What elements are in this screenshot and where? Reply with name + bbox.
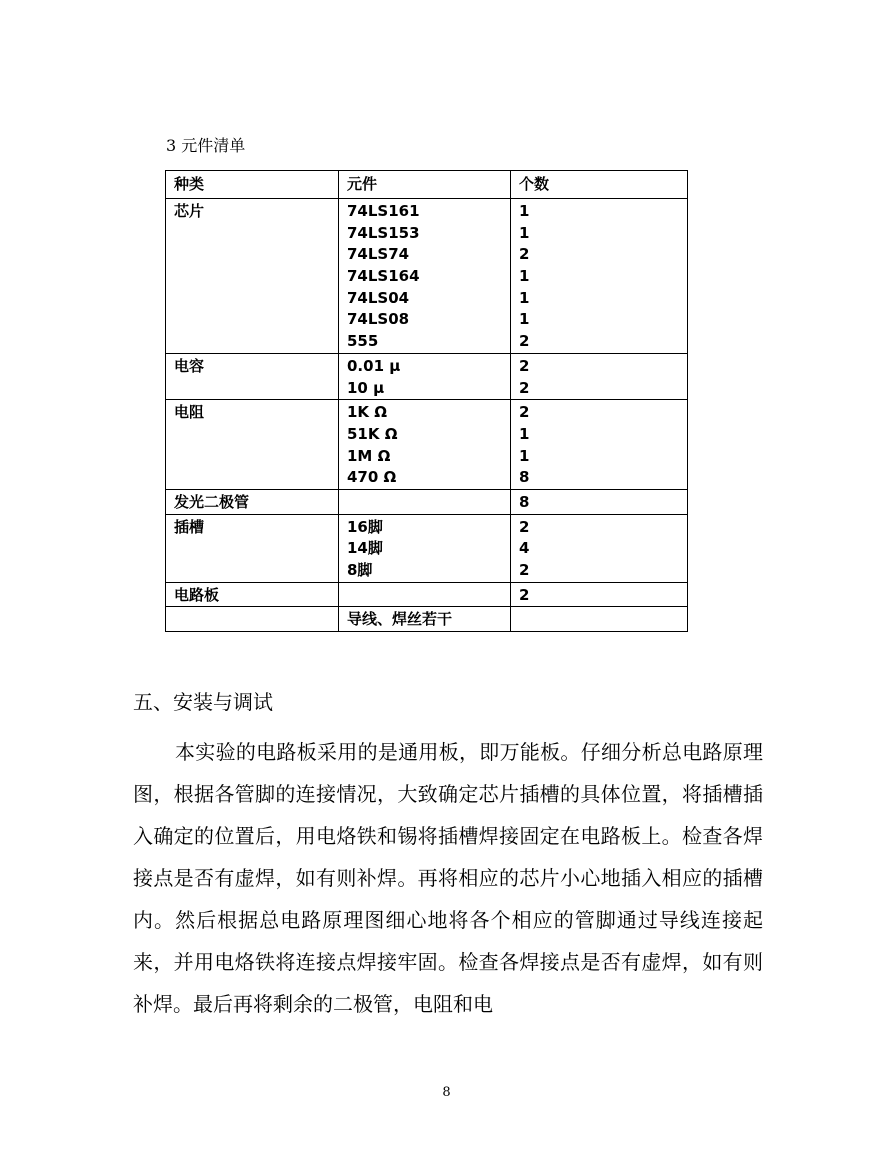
- component-count: [519, 609, 679, 631]
- category-label: 发光二极管: [174, 492, 250, 511]
- header-component: 元件: [339, 171, 511, 199]
- table-body: [166, 199, 688, 632]
- parts-table: [165, 170, 688, 632]
- component-count: 1: [519, 310, 530, 329]
- page-number: 8: [442, 1085, 451, 1100]
- category-label: 电阻: [174, 403, 205, 422]
- table-row: [166, 607, 688, 632]
- category-cell: [166, 607, 339, 632]
- component-count: 1: [519, 267, 530, 286]
- component-name: [347, 585, 502, 607]
- component-name: 74LS08: [347, 310, 410, 329]
- category-label: 电路板: [174, 585, 220, 604]
- header-count: 个数: [511, 171, 688, 199]
- header-category: 种类: [166, 171, 339, 199]
- category-cell: [166, 353, 339, 399]
- component-cell: [339, 489, 511, 514]
- count-cell: [511, 353, 688, 399]
- category-cell: [166, 199, 339, 354]
- component-name: 导线、焊丝若干: [347, 610, 453, 629]
- component-name: 10 μ: [347, 378, 385, 397]
- table-row: [166, 514, 688, 582]
- component-name: 74LS164: [347, 267, 420, 286]
- component-name: 74LS161: [347, 202, 420, 220]
- component-count: 2: [519, 332, 530, 351]
- component-cell: [339, 199, 511, 354]
- component-count: 1: [519, 223, 530, 242]
- component-cell: [339, 514, 511, 582]
- component-name: 74LS74: [347, 245, 410, 264]
- component-count: 8: [519, 492, 530, 511]
- count-cell: [511, 582, 688, 607]
- count-cell: [511, 607, 688, 632]
- component-count: 2: [519, 356, 530, 375]
- component-name: 51K Ω: [347, 424, 398, 443]
- category-label: 电容: [174, 356, 205, 375]
- component-count: 2: [519, 517, 530, 536]
- table-row: [166, 582, 688, 607]
- component-count: 1: [519, 202, 530, 220]
- category-label: 芯片: [174, 202, 205, 220]
- component-count: 1: [519, 424, 530, 443]
- count-cell: [511, 199, 688, 354]
- component-name: 1M Ω: [347, 446, 391, 465]
- component-count: 4: [519, 539, 530, 558]
- table-header-row: [166, 171, 688, 199]
- count-cell: [511, 400, 688, 490]
- component-name: 0.01 μ: [347, 356, 401, 375]
- component-count: 2: [519, 561, 530, 579]
- count-cell: [511, 489, 688, 514]
- component-name: 16脚: [347, 517, 383, 536]
- component-name: 8脚: [347, 561, 373, 579]
- component-count: 2: [519, 585, 530, 604]
- component-cell: [339, 353, 511, 399]
- component-cell: [339, 607, 511, 632]
- section-heading: 五、安装与调试: [133, 690, 273, 714]
- component-name: 74LS153: [347, 223, 420, 242]
- table-row: [166, 489, 688, 514]
- component-count: 2: [519, 403, 530, 422]
- table-row: [166, 353, 688, 399]
- count-cell: [511, 514, 688, 582]
- component-count: 1: [519, 446, 530, 465]
- category-label: [174, 609, 330, 631]
- component-name: 14脚: [347, 539, 383, 558]
- component-name: [347, 492, 502, 514]
- component-count: 8: [519, 468, 530, 487]
- component-name: 74LS04: [347, 288, 410, 307]
- component-cell: [339, 582, 511, 607]
- component-count: 1: [519, 288, 530, 307]
- component-count: 2: [519, 378, 530, 397]
- table-row: [166, 400, 688, 490]
- component-cell: [339, 400, 511, 490]
- table-row: [166, 199, 688, 354]
- body-paragraph: 本实验的电路板采用的是通用板，即万能板。仔细分析总电路原理图，根据各管脚的连接情况，大致确定芯片插槽的具体位置，将插槽插入确定的位置后，用电烙铁和锡将插槽焊接固定在电路板上。检查各焊接点是否有虚焊，如有则补焊。再将相应的芯片小心地插入相应的插槽内。然后根据总电路原理图细心地将各个相应的管脚通过导线连接起来，并用电烙铁将连接点焊接牢固。检查各焊接点是否有虚焊，如有则补焊。最后再将剩余的二极管，电阻和电: [133, 740, 763, 1016]
- section-title: 3 元件清单: [166, 136, 246, 155]
- component-name: 555: [347, 332, 379, 351]
- component-count: 2: [519, 245, 530, 264]
- component-name: 1K Ω: [347, 403, 388, 422]
- category-cell: [166, 489, 339, 514]
- category-cell: [166, 582, 339, 607]
- category-cell: [166, 514, 339, 582]
- category-label: 插槽: [174, 517, 205, 536]
- component-name: 470 Ω: [347, 468, 397, 487]
- category-cell: [166, 400, 339, 490]
